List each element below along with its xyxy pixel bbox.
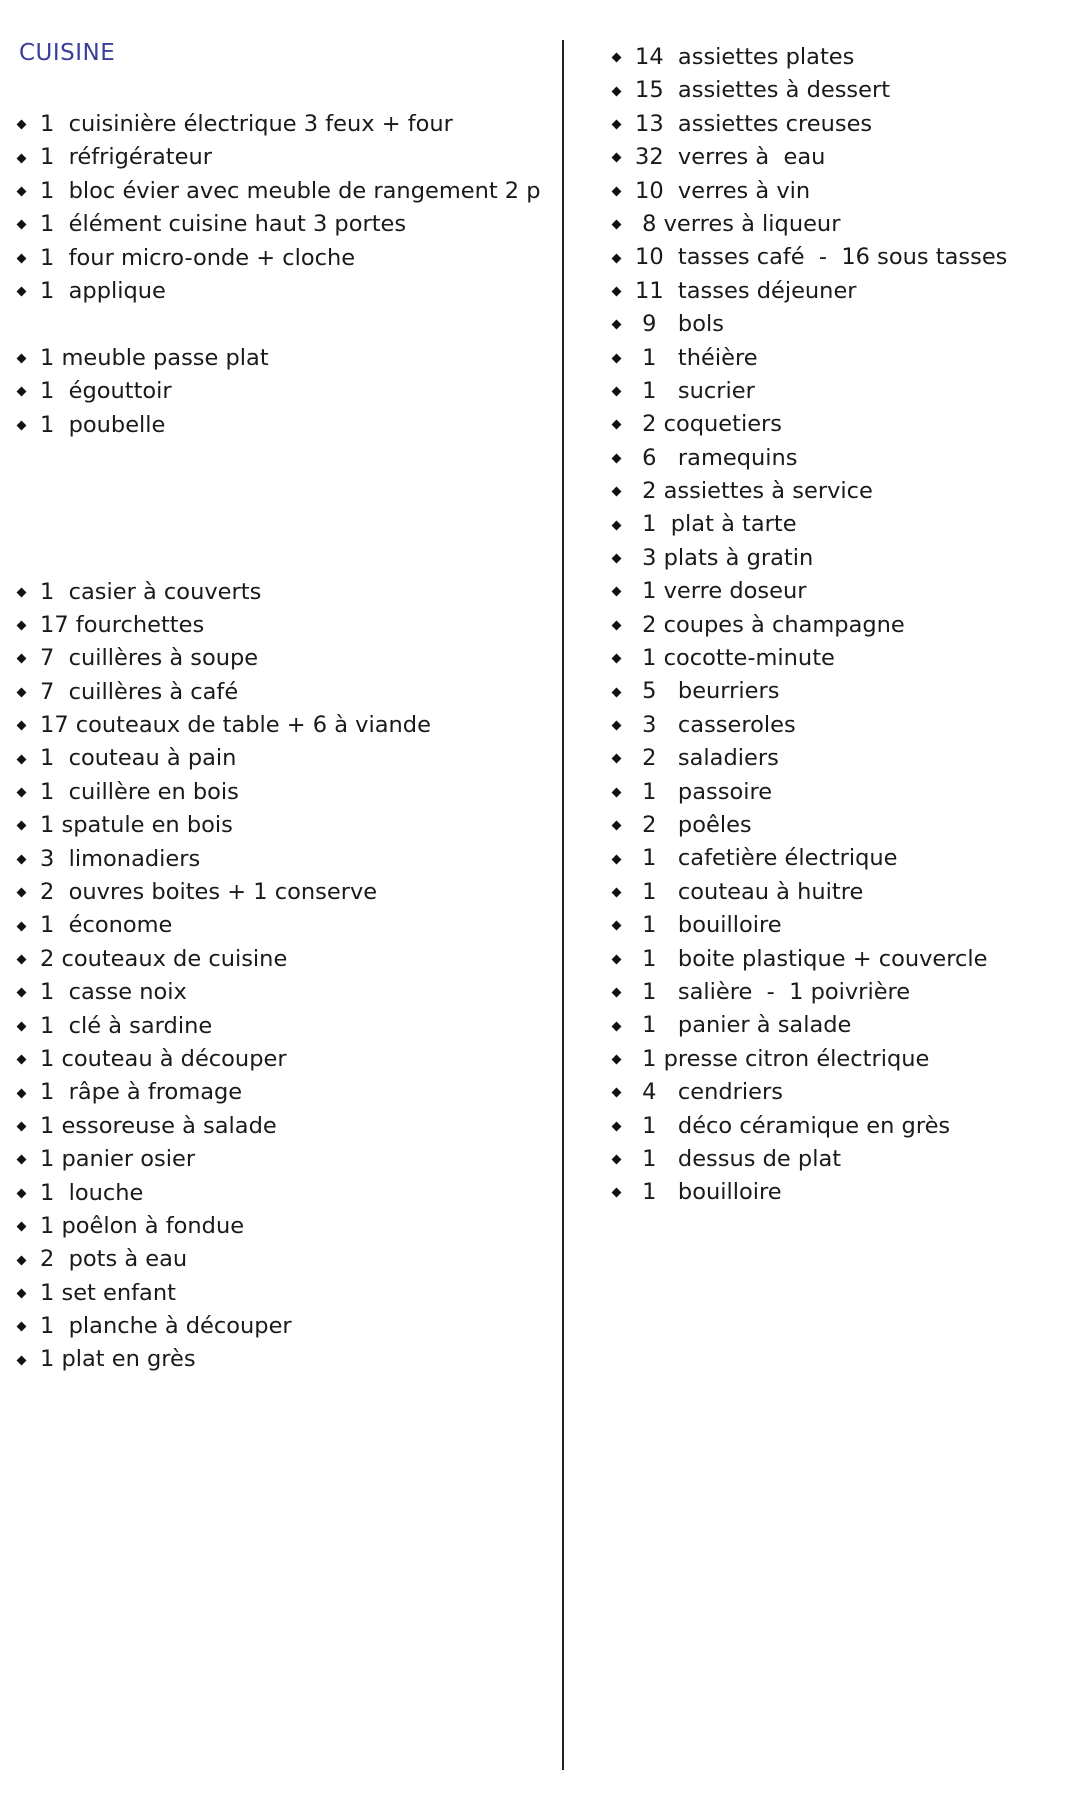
list-item-text: 6 ramequins <box>635 444 798 471</box>
list-item <box>18 108 541 141</box>
diamond-bullet-icon <box>612 353 622 363</box>
list-item-text: 1 planche à découper <box>40 1313 292 1340</box>
diamond-bullet-icon <box>17 654 27 664</box>
list-item-text: 1 plat à tarte <box>635 511 797 538</box>
list-item <box>613 208 1007 241</box>
diamond-bullet-icon <box>17 721 27 731</box>
list-item-text: 1 économe <box>40 912 173 939</box>
list-item <box>18 1076 541 1109</box>
list-item-text: 1 boite plastique + couvercle <box>635 945 988 972</box>
list-item-text: 3 casseroles <box>635 711 796 738</box>
list-item <box>613 943 1007 976</box>
list-item <box>18 843 541 876</box>
list-item <box>613 675 1007 708</box>
diamond-bullet-icon <box>612 387 622 397</box>
diamond-bullet-icon <box>17 1255 27 1265</box>
list-item-text: 5 beurriers <box>635 678 780 705</box>
diamond-bullet-icon <box>17 821 27 831</box>
list-item-text: 1 salière - 1 poivrière <box>635 978 911 1005</box>
list-item <box>613 809 1007 842</box>
list-item-text: 2 pots à eau <box>40 1246 188 1273</box>
list-item <box>613 442 1007 475</box>
diamond-bullet-icon <box>612 687 622 697</box>
diamond-bullet-icon <box>612 1155 622 1165</box>
list-item <box>18 809 541 842</box>
diamond-bullet-icon <box>612 1021 622 1031</box>
list-item <box>613 642 1007 675</box>
list-item-text: 1 déco céramique en grès <box>635 1112 951 1139</box>
list-item-text: 17 couteaux de table + 6 à viande <box>40 712 431 739</box>
diamond-bullet-icon <box>17 420 27 430</box>
list-item <box>18 1277 541 1310</box>
list-item-text: 1 cafetière électrique <box>635 845 898 872</box>
list-item-text: 4 cendriers <box>635 1079 783 1106</box>
diamond-bullet-icon <box>17 1288 27 1298</box>
diamond-bullet-icon <box>612 320 622 330</box>
diamond-bullet-icon <box>612 120 622 130</box>
diamond-bullet-icon <box>17 253 27 263</box>
list-item <box>613 876 1007 909</box>
list-item-text: 11 tasses déjeuner <box>635 277 857 304</box>
list-item-text: 1 cocotte-minute <box>635 645 835 672</box>
list-item <box>613 108 1007 141</box>
list-item-text: 2 poêles <box>635 811 752 838</box>
list-item-text: 1 presse citron électrique <box>635 1045 930 1072</box>
list-item <box>613 408 1007 441</box>
list-item-text: 32 verres à eau <box>635 144 826 171</box>
list-item-text: 10 tasses café - 16 sous tasses <box>635 244 1008 271</box>
list-item <box>613 375 1007 408</box>
list-item <box>18 1177 541 1210</box>
list-item-text: 1 set enfant <box>40 1279 176 1306</box>
diamond-bullet-icon <box>17 1088 27 1098</box>
diamond-bullet-icon <box>17 1222 27 1232</box>
diamond-bullet-icon <box>17 220 27 230</box>
list-item-text: 1 verre doseur <box>635 578 807 605</box>
diamond-bullet-icon <box>612 286 622 296</box>
list-item-text: 1 plat en grès <box>40 1346 196 1373</box>
list-item <box>18 242 541 275</box>
list-item <box>613 1176 1007 1209</box>
list-item <box>613 742 1007 775</box>
diamond-bullet-icon <box>612 487 622 497</box>
diamond-bullet-icon <box>612 620 622 630</box>
list-item <box>613 508 1007 541</box>
list-item <box>613 909 1007 942</box>
right-column-list <box>613 41 1007 1210</box>
diamond-bullet-icon <box>612 153 622 163</box>
diamond-bullet-icon <box>612 186 622 196</box>
list-item-text: 7 cuillères à café <box>40 678 239 705</box>
diamond-bullet-icon <box>17 1055 27 1065</box>
diamond-bullet-icon <box>612 821 622 831</box>
list-item <box>18 342 541 375</box>
list-item-text: 1 couteau à découper <box>40 1045 287 1072</box>
diamond-bullet-icon <box>17 1188 27 1198</box>
list-item <box>18 1010 541 1043</box>
list-item <box>18 943 541 976</box>
list-item-text: 2 saladiers <box>635 745 779 772</box>
diamond-bullet-icon <box>612 721 622 731</box>
diamond-bullet-icon <box>612 520 622 530</box>
list-item-text: 1 louche <box>40 1179 144 1206</box>
list-item-text: 8 verres à liqueur <box>635 210 841 237</box>
list-item <box>18 1210 541 1243</box>
list-item <box>613 575 1007 608</box>
list-item <box>613 241 1007 274</box>
list-item-text: 1 râpe à fromage <box>40 1079 243 1106</box>
list-item <box>18 409 541 442</box>
list-item <box>613 175 1007 208</box>
diamond-bullet-icon <box>612 1054 622 1064</box>
diamond-bullet-icon <box>17 1155 27 1165</box>
list-item <box>613 1143 1007 1176</box>
diamond-bullet-icon <box>612 554 622 564</box>
list-item-text: 1 spatule en bois <box>40 812 233 839</box>
list-item <box>613 475 1007 508</box>
diamond-bullet-icon <box>17 1355 27 1365</box>
diamond-bullet-icon <box>17 287 27 297</box>
diamond-bullet-icon <box>17 587 27 597</box>
list-item <box>613 308 1007 341</box>
diamond-bullet-icon <box>612 654 622 664</box>
diamond-bullet-icon <box>612 1088 622 1098</box>
list-item <box>18 876 541 909</box>
list-item <box>613 542 1007 575</box>
list-item <box>613 1043 1007 1076</box>
list-item-text: 2 assiettes à service <box>635 478 873 505</box>
list-item <box>18 1310 541 1343</box>
list-item-text: 1 réfrigérateur <box>40 144 212 171</box>
list-item <box>18 1043 541 1076</box>
list-item-text: 1 casse noix <box>40 979 187 1006</box>
list-item <box>18 208 541 241</box>
diamond-bullet-icon <box>612 53 622 63</box>
list-item-text: 2 coquetiers <box>635 411 783 438</box>
list-item <box>18 909 541 942</box>
diamond-bullet-icon <box>612 988 622 998</box>
diamond-bullet-icon <box>17 687 27 697</box>
list-item-text: 7 cuillères à soupe <box>40 645 259 672</box>
list-item <box>18 709 541 742</box>
list-item <box>613 74 1007 107</box>
diamond-bullet-icon <box>17 120 27 130</box>
list-item <box>18 1243 541 1276</box>
list-item <box>613 41 1007 74</box>
column-divider <box>562 40 564 1770</box>
list-item <box>18 742 541 775</box>
list-item <box>18 1110 541 1143</box>
list-item-text: 1 poêlon à fondue <box>40 1212 245 1239</box>
list-item-text: 1 meuble passe plat <box>40 344 269 371</box>
diamond-bullet-icon <box>17 153 27 163</box>
list-item <box>18 776 541 809</box>
list-item-text: 1 panier à salade <box>635 1012 852 1039</box>
list-item-text: 1 four micro-onde + cloche <box>40 244 356 271</box>
list-item <box>18 375 541 408</box>
list-item <box>18 141 541 174</box>
list-item-text: 1 poubelle <box>40 411 166 438</box>
diamond-bullet-icon <box>612 888 622 898</box>
list-item <box>613 342 1007 375</box>
list-item-text: 1 passoire <box>635 778 773 805</box>
list-item-text: 1 panier osier <box>40 1146 196 1173</box>
diamond-bullet-icon <box>17 353 27 363</box>
list-item-text: 1 couteau à huitre <box>635 878 864 905</box>
diamond-bullet-icon <box>612 1188 622 1198</box>
list-item-text: 1 essoreuse à salade <box>40 1112 277 1139</box>
list-item-text: 10 verres à vin <box>635 177 811 204</box>
diamond-bullet-icon <box>17 988 27 998</box>
list-item-text: 3 limonadiers <box>40 845 201 872</box>
diamond-bullet-icon <box>612 754 622 764</box>
list-item-text: 1 égouttoir <box>40 378 172 405</box>
diamond-bullet-icon <box>612 453 622 463</box>
list-item-text: 1 bouilloire <box>635 1179 782 1206</box>
list-item-text: 3 plats à gratin <box>635 544 814 571</box>
list-item-text: 1 casier à couverts <box>40 578 262 605</box>
diamond-bullet-icon <box>17 187 27 197</box>
list-item <box>613 1009 1007 1042</box>
list-item-text: 2 coupes à champagne <box>635 611 905 638</box>
diamond-bullet-icon <box>612 854 622 864</box>
list-item-text: 1 théière <box>635 344 758 371</box>
list-item-text: 1 cuisinière électrique 3 feux + four <box>40 111 453 137</box>
list-item-text: 1 clé à sardine <box>40 1012 213 1039</box>
list-item <box>18 1343 541 1376</box>
list-item <box>613 776 1007 809</box>
list-item <box>613 609 1007 642</box>
list-item <box>18 976 541 1009</box>
list-item <box>18 275 541 308</box>
list-item-text: 1 bouilloire <box>635 912 782 939</box>
diamond-bullet-icon <box>17 1322 27 1332</box>
diamond-bullet-icon <box>17 1021 27 1031</box>
list-item-text: 1 couteau à pain <box>40 745 237 772</box>
list-item-text: 9 bols <box>635 311 724 338</box>
diamond-bullet-icon <box>612 86 622 96</box>
diamond-bullet-icon <box>612 420 622 430</box>
list-item <box>18 576 541 609</box>
list-item-text: 1 bloc évier avec meuble de rangement 2 p <box>40 177 541 204</box>
list-item <box>18 676 541 709</box>
list-item <box>613 275 1007 308</box>
list-item <box>613 1076 1007 1109</box>
diamond-bullet-icon <box>612 220 622 230</box>
list-item <box>18 175 541 208</box>
diamond-bullet-icon <box>17 621 27 631</box>
diamond-bullet-icon <box>17 788 27 798</box>
section-title: CUISINE <box>19 40 116 66</box>
list-item <box>18 609 541 642</box>
list-item <box>18 1143 541 1176</box>
diamond-bullet-icon <box>612 921 622 931</box>
diamond-bullet-icon <box>612 954 622 964</box>
list-item <box>18 642 541 675</box>
diamond-bullet-icon <box>17 387 27 397</box>
diamond-bullet-icon <box>612 1121 622 1131</box>
list-item <box>613 709 1007 742</box>
diamond-bullet-icon <box>612 587 622 597</box>
diamond-bullet-icon <box>17 854 27 864</box>
diamond-bullet-icon <box>17 1121 27 1131</box>
list-item-text: 17 fourchettes <box>40 611 205 638</box>
list-item-text: 1 cuillère en bois <box>40 778 239 805</box>
list-item <box>613 1110 1007 1143</box>
list-item-text: 1 sucrier <box>635 377 755 404</box>
diamond-bullet-icon <box>612 787 622 797</box>
list-item-text: 2 couteaux de cuisine <box>40 945 288 972</box>
list-item-text: 14 assiettes plates <box>635 44 855 70</box>
list-item <box>613 141 1007 174</box>
list-item-text: 2 ouvres boites + 1 conserve <box>40 879 378 906</box>
list-item-text: 1 dessus de plat <box>635 1145 842 1172</box>
diamond-bullet-icon <box>17 754 27 764</box>
left-column-list <box>18 108 541 1377</box>
list-item-text: 1 élément cuisine haut 3 portes <box>40 211 407 238</box>
diamond-bullet-icon <box>612 253 622 263</box>
list-item <box>613 842 1007 875</box>
diamond-bullet-icon <box>17 921 27 931</box>
list-item <box>613 976 1007 1009</box>
diamond-bullet-icon <box>17 955 27 965</box>
diamond-bullet-icon <box>17 888 27 898</box>
list-item-text: 1 applique <box>40 277 166 304</box>
list-item-text: 13 assiettes creuses <box>635 110 873 137</box>
list-item-text: 15 assiettes à dessert <box>635 77 891 104</box>
